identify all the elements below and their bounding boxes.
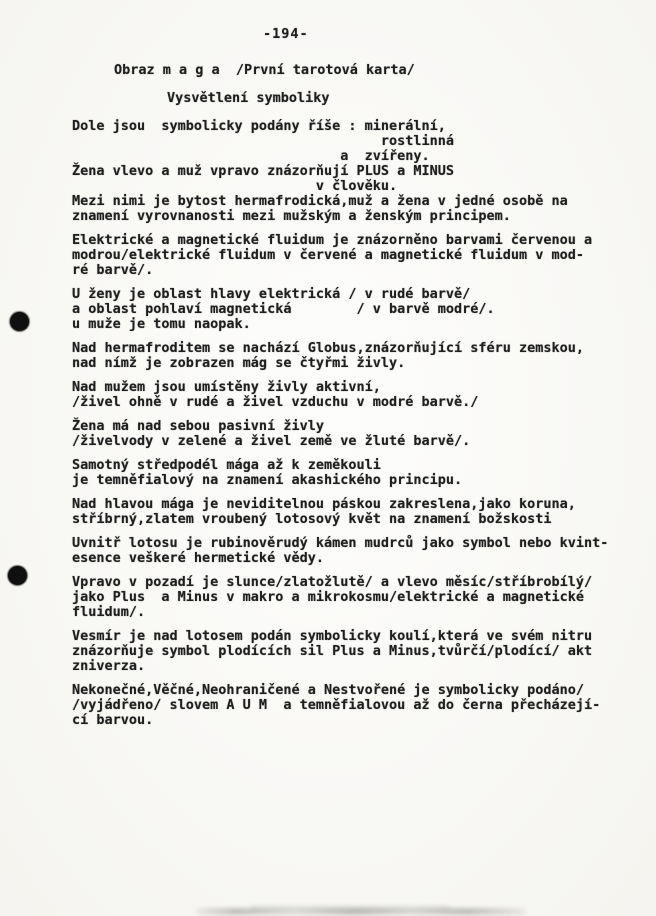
text-line: Mezi nimi je bytost hermafrodická,muž a žena v jedné osobě na bbox=[72, 193, 568, 209]
text-line: a oblast pohlaví magnetická / v barvě modré/. bbox=[72, 301, 495, 317]
text-line: Nad mužem jsou umístěny živly aktivní, bbox=[72, 379, 381, 395]
text-line: Nekonečné,Věčné,Neohraničené a Nestvořené je symbolicky podáno/ bbox=[72, 682, 585, 698]
paragraph bbox=[72, 380, 632, 410]
text-line: modrou/elektrické fluidum v červené a magnetické fluidum v mod- bbox=[72, 247, 585, 263]
text-line: ré barvě/. bbox=[72, 262, 154, 278]
text-line: Vpravo v pozadí je slunce/zlatožlutě/ a vlevo měsíc/stříbrobílý/ bbox=[72, 574, 593, 590]
document-body bbox=[72, 119, 632, 737]
text-line: u muže je tomu naopak. bbox=[72, 316, 251, 332]
paragraph bbox=[72, 341, 632, 371]
text-line: nad nímž je zobrazen mág se čtyřmi živly. bbox=[72, 355, 406, 371]
text-line: /živelvody v zelené a živel země ve žluté barvě/. bbox=[72, 433, 471, 449]
text-line: znamení vyrovnanosti mezi mužským a ženským principem. bbox=[72, 208, 511, 224]
text-line: /vyjádřeno/ slovem A U M a temněfialovou až do černa přecházejí- bbox=[72, 697, 601, 713]
paragraph bbox=[72, 683, 632, 728]
text-line: esence veškeré hermetické vědy. bbox=[72, 550, 324, 566]
hole-punch-icon bbox=[8, 566, 27, 585]
text-line: Uvnitř lotosu je rubinověrudý kámen mudrců jako symbol nebo kvint- bbox=[72, 535, 609, 551]
text-line: a zvířeny. bbox=[72, 148, 430, 164]
page-number: -194- bbox=[263, 26, 309, 42]
text-line: Nad hlavou mága je neviditelnou páskou zakreslena,jako koruna, bbox=[72, 496, 576, 512]
text-line: v člověku. bbox=[72, 178, 398, 194]
text-line: Nad hermafroditem se nachází Globus,znázorňující sféru zemskou, bbox=[72, 340, 585, 356]
text-line: Žena vlevo a muž vpravo znázorňují PLUS a MINUS bbox=[72, 163, 455, 179]
paragraph bbox=[72, 119, 632, 224]
hole-punch-icon bbox=[10, 312, 29, 331]
text-line: jako Plus a Minus v makro a mikrokosmu/elektrické a magnetické bbox=[72, 589, 585, 605]
paragraph bbox=[72, 458, 632, 488]
text-line: U ženy je oblast hlavy elektrická / v rudé barvě/ bbox=[72, 286, 471, 302]
paragraph bbox=[72, 233, 632, 278]
text-line: Žena má nad sebou pasivní živly bbox=[72, 418, 324, 434]
paragraph bbox=[72, 575, 632, 620]
text-line: fluidum/. bbox=[72, 604, 146, 620]
text-line: /živel ohně v rudé a živel vzduchu v modré barvě./ bbox=[72, 394, 479, 410]
text-line: je temněfialový na znamení akashického principu. bbox=[72, 472, 463, 488]
scan-smudge-icon bbox=[196, 908, 526, 915]
text-line: zniverza. bbox=[72, 658, 146, 674]
paragraph bbox=[72, 629, 632, 674]
text-line: Elektrické a magnetické fluidum je znázorněno barvami červenou a bbox=[72, 232, 593, 248]
paragraph bbox=[72, 419, 632, 449]
text-line: znázorňuje symbol plodících sil Plus a Minus,tvůrčí/plodící/ akt bbox=[72, 643, 593, 659]
paragraph bbox=[72, 287, 632, 332]
document-title: Obraz m a g a /První tarotová karta/ bbox=[114, 62, 415, 78]
text-line: Vesmír je nad lotosem podán symbolicky koulí,která ve svém nitru bbox=[72, 628, 593, 644]
text-line: rostlinná bbox=[72, 133, 455, 149]
text-line: cí barvou. bbox=[72, 712, 154, 728]
text-line: Samotný středpodél mága až k zeměkouli bbox=[72, 457, 381, 473]
document-subtitle: Vysvětlení symboliky bbox=[167, 90, 330, 106]
text-line: Dole jsou symbolicky podány říše : minerální, bbox=[72, 118, 446, 134]
text-line: stříbrný,zlatem vroubený lotosový květ na znamení božskosti bbox=[72, 511, 552, 527]
paragraph bbox=[72, 497, 632, 527]
paragraph bbox=[72, 536, 632, 566]
